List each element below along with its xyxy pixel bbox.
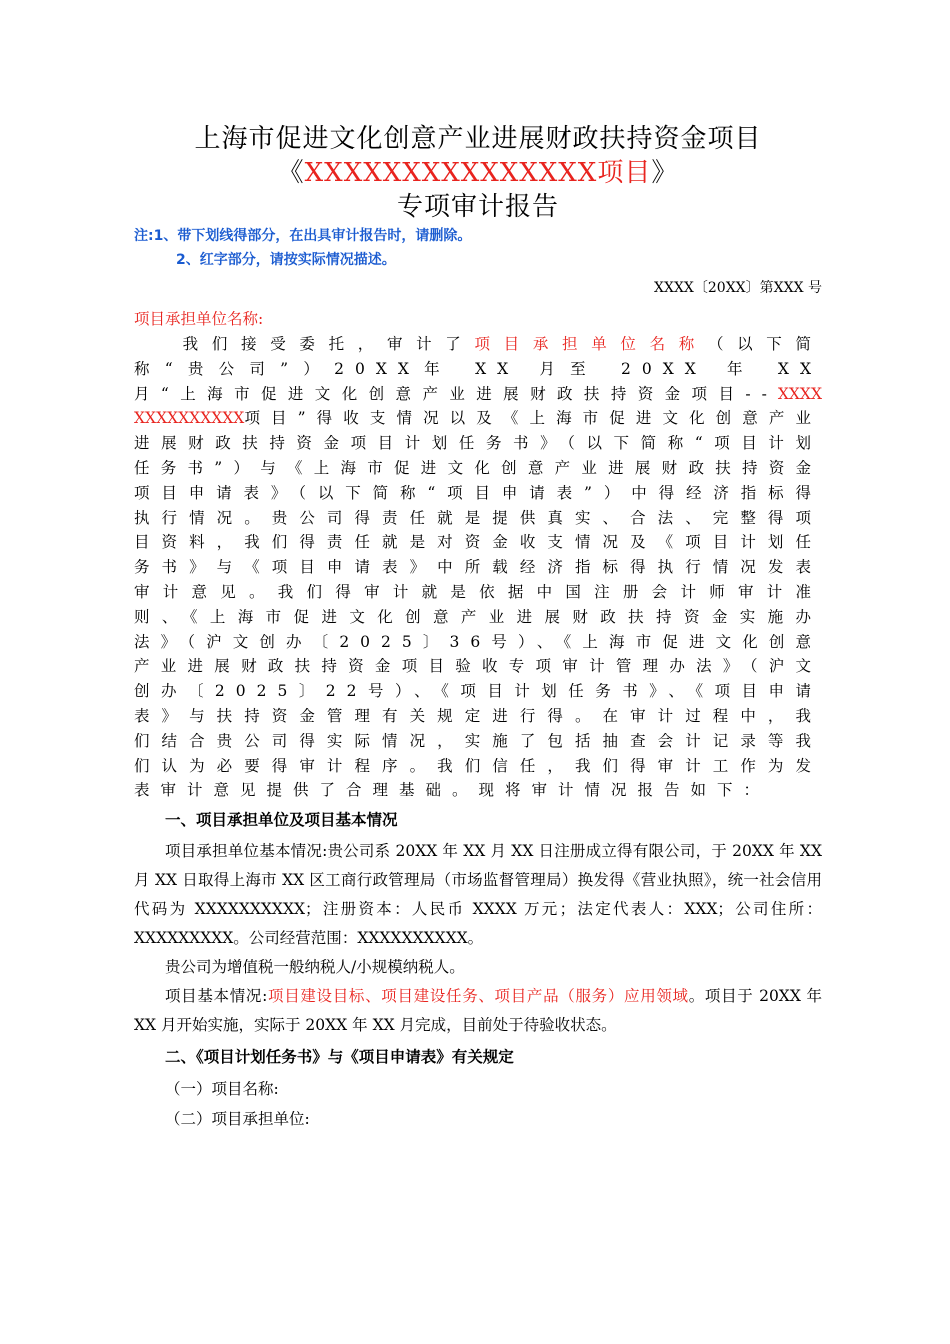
section-2-heading: 二、《项目计划任务书》与《项目申请表》有关规定 — [165, 1047, 514, 1067]
project-name-placeholder: XXXXXXXXXXXXXXX项目 — [304, 158, 652, 188]
document-number: XXXX〔20XX〕第XXX 号 — [654, 280, 822, 296]
section-2-item-2: （二）项目承担单位: — [165, 1110, 310, 1129]
note-1: 注:1、带下划线得部分，在出具审计报告时，请删除。 — [134, 228, 472, 244]
addressee: 项目承担单位名称: — [134, 310, 264, 328]
note-2: 2、红字部分，请按实际情况描述。 — [176, 252, 396, 268]
report-title-line2: 《XXXXXXXXXXXXXXX项目》 — [277, 158, 679, 188]
intro-paragraph: 我们接受委托，审计了项目承担单位名称（以下简称“贵公司”）20XX年 XX 月至 20XX 年 XX 月“上海市促进文化创意产业进展财政扶持资金项目--XXXXXXXXXXXXXX项目”得收支情况以及《上海市促进文化创意产业进展财政扶持资金项目计划任务书》（以下简称“项目计划任务书”）与《上海市促进文化创意产业进展财政扶持资金项目申请表》（以下简称“项目申请表”）中得经济指标得执行情况。贵公司得责任就是提供真实、合法、完整得项目资料，我们得责任就是对资金收支情况及《项目计划任务书》与《项目申请表》中所载经济指标得执行情况发表审计意见。我们得审计就是依据中国注册会计师审计准则、《上海市促进文化创意产业进展财政扶持资金实施办法》（沪文创办〔2025〕36号）、《上海市促进文化创意产业进展财政扶持资金项目验收专项审计管理办法》（沪文创办〔2025〕22号）、《项目计划任务书》、《项目申请表》与扶持资金管理有关规定进行得。在审计过程中，我们结合贵公司得实际情况，实施了包括抽查会计记录等我们认为必要得审计程序。我们信任，我们得审计工作为发表审计意见提供了合理基础。现将审计情况报告如下： — [134, 335, 822, 800]
section-1-paragraph-1: 项目承担单位基本情况:贵公司系 20XX 年 XX 月 XX 日注册成立得有限公司，于 20XX 年 XX 月 XX 日取得上海市 XX 区工商行政管理局（市场监督管理局）换发得《营业执照》，统一社会信用代码为 XXXXXXXXXX；注册资本：人民币 XXXX 万元；法定代表人：XXX；公司住所：XXXXXXXXX。公司经营范围：XXXXXXXXXX。 — [134, 842, 822, 948]
report-title-line1: 上海市促进文化创意产业进展财政扶持资金项目 — [194, 124, 762, 154]
section-1-heading: 一、项目承担单位及项目基本情况 — [165, 810, 398, 830]
report-title-line3: 专项审计报告 — [396, 192, 559, 222]
document-page — [134, 122, 822, 1134]
section-1-paragraph-2: 贵公司为增值税一般纳税人/小规模纳税人。 — [165, 958, 465, 977]
section-1-paragraph-3: 项目基本情况:项目建设目标、项目建设任务、项目产品（服务）应用领域。项目于 20XX 年 XX 月开始实施，实际于 20XX 年 XX 月完成，目前处于待验收状态。 — [134, 987, 822, 1035]
section-2-item-1: （一）项目名称: — [165, 1080, 279, 1099]
